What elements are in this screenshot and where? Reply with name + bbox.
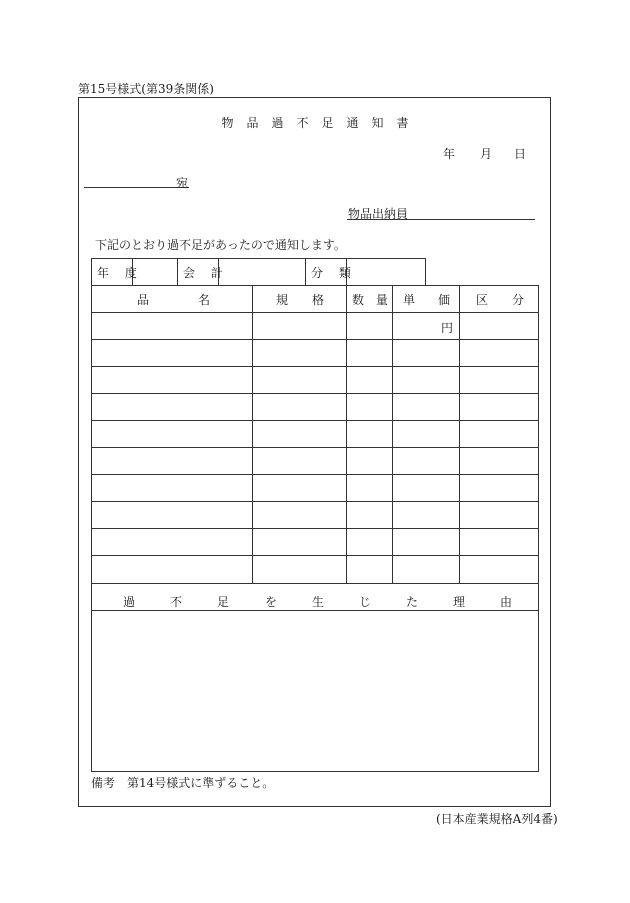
col-header-qty: 数 量 bbox=[352, 293, 392, 307]
col-divider bbox=[459, 286, 460, 583]
clerk-label: 物品出納員 bbox=[348, 207, 409, 221]
addressee-suffix: 宛 bbox=[176, 176, 189, 190]
account-label: 会 計 bbox=[183, 266, 229, 280]
row-divider bbox=[92, 555, 538, 556]
reason-char: 生 bbox=[312, 595, 325, 609]
row-divider bbox=[92, 474, 538, 475]
reason-field[interactable] bbox=[92, 612, 538, 771]
reason-char: 由 bbox=[500, 595, 513, 609]
addressee-line[interactable] bbox=[84, 187, 189, 188]
col-header-category: 区 bbox=[476, 293, 489, 307]
paper-size-note: (日本産業規格A列4番) bbox=[436, 812, 558, 826]
classification-label: 分 類 bbox=[311, 266, 357, 280]
row-divider bbox=[92, 393, 538, 394]
document-title: 物品過不足通知書 bbox=[221, 116, 422, 130]
row-divider bbox=[92, 501, 538, 502]
date-month-label: 月 bbox=[480, 147, 493, 161]
col-divider bbox=[252, 286, 253, 583]
date-day-label: 日 bbox=[514, 147, 527, 161]
row-divider bbox=[92, 339, 538, 340]
row-divider bbox=[92, 610, 538, 611]
col-header-price: 単 bbox=[403, 293, 416, 307]
fiscal-year-field[interactable] bbox=[133, 259, 176, 285]
row-divider bbox=[92, 528, 538, 529]
reason-char: 過 bbox=[123, 595, 136, 609]
reason-char: じ bbox=[359, 595, 372, 609]
reason-char: 理 bbox=[453, 595, 466, 609]
form-number: 第15号様式(第39条関係) bbox=[78, 82, 214, 96]
col-header-spec-2: 格 bbox=[312, 293, 325, 307]
col-header-item: 品 bbox=[137, 293, 150, 307]
reason-char: 不 bbox=[170, 595, 183, 609]
reason-char: 足 bbox=[217, 595, 230, 609]
note-text: 備考 第14号様式に準ずること。 bbox=[91, 776, 275, 790]
reason-char: た bbox=[406, 595, 419, 609]
row-divider bbox=[92, 420, 538, 421]
reason-char: を bbox=[265, 595, 278, 609]
currency-unit: 円 bbox=[441, 321, 454, 335]
classification-field[interactable] bbox=[347, 259, 425, 285]
col-divider bbox=[392, 286, 393, 583]
col-header-category-2: 分 bbox=[512, 293, 525, 307]
account-field[interactable] bbox=[219, 259, 304, 285]
fiscal-year-label: 年 度 bbox=[97, 266, 143, 280]
divider bbox=[305, 258, 306, 286]
divider bbox=[177, 258, 178, 286]
col-header-item-2: 名 bbox=[198, 293, 211, 307]
col-header-spec: 規 bbox=[276, 293, 289, 307]
intro-text: 下記のとおり過不足があったので通知します。 bbox=[95, 238, 346, 252]
row-divider bbox=[92, 583, 538, 584]
row-divider bbox=[92, 312, 538, 313]
date-year-label: 年 bbox=[443, 147, 456, 161]
row-divider bbox=[92, 366, 538, 367]
row-divider bbox=[92, 447, 538, 448]
col-header-price-2: 価 bbox=[438, 293, 451, 307]
col-divider bbox=[346, 286, 347, 583]
